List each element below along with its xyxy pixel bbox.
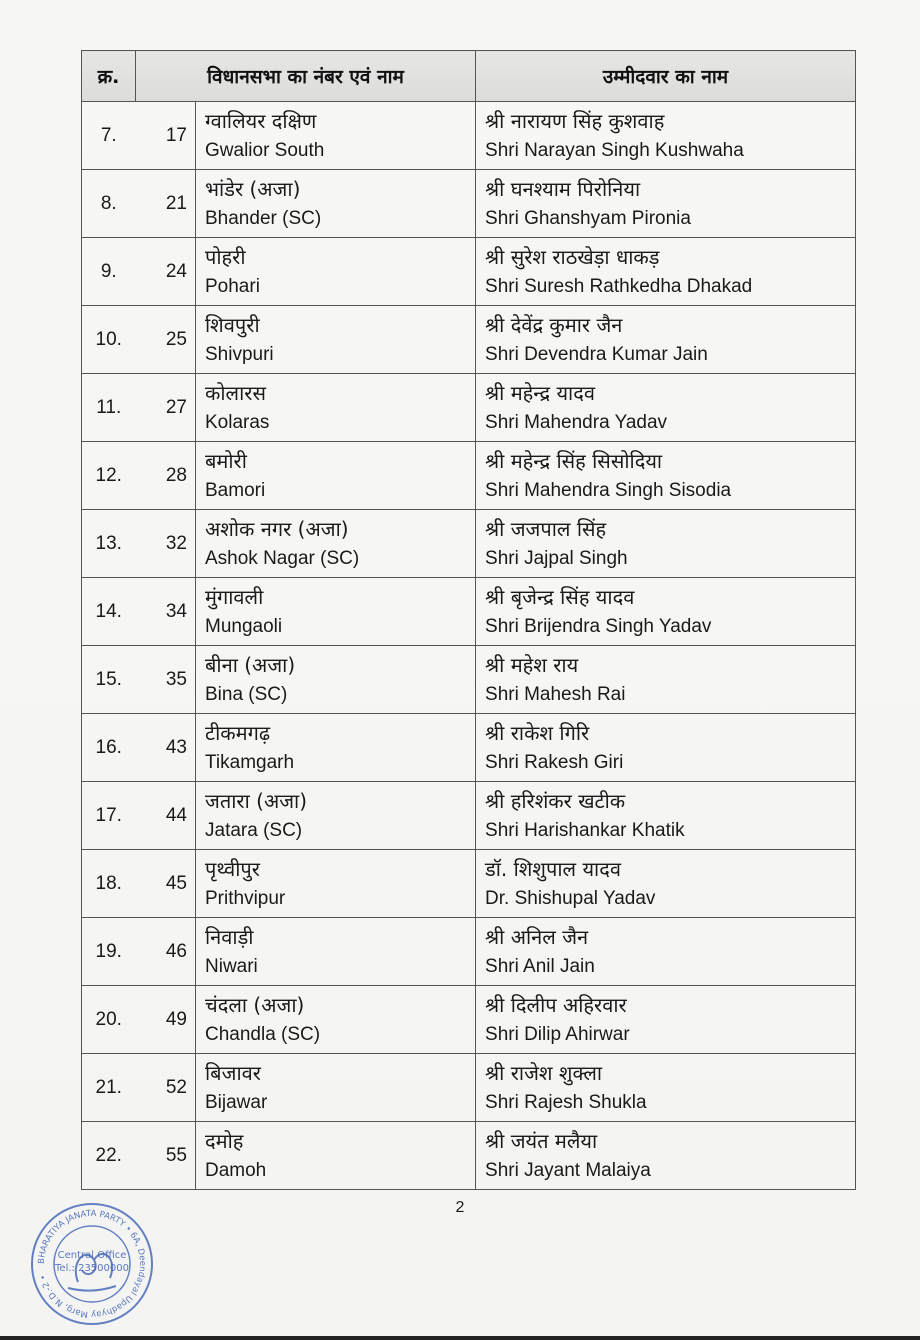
table-row — [82, 1122, 856, 1190]
party-seal-stamp — [28, 1200, 156, 1328]
constituency-name-english: Chandla (SC) — [205, 1023, 321, 1045]
constituency-name-cell — [196, 374, 476, 442]
serial-cell: 11. — [82, 374, 136, 442]
constituency-name-hindi: ग्वालियर दक्षिण — [205, 108, 317, 133]
constituency-name-english: Gwalior South — [205, 139, 325, 161]
serial-cell: 19. — [82, 918, 136, 986]
seal-swoosh-icon — [68, 1286, 116, 1291]
candidate-name-cell — [476, 918, 856, 986]
constituency-name-cell — [196, 850, 476, 918]
candidate-name-hindi: श्री देवेंद्र कुमार जैन — [485, 312, 623, 337]
table-row — [82, 374, 856, 442]
candidate-name-english: Dr. Shishupal Yadav — [485, 887, 656, 909]
constituency-number-cell: 44 — [136, 782, 196, 850]
constituency-number-cell: 25 — [136, 306, 196, 374]
header-constituency: विधानसभा का नंबर एवं नाम — [136, 51, 476, 102]
serial-cell: 14. — [82, 578, 136, 646]
constituency-name-english: Shivpuri — [205, 343, 274, 365]
constituency-number-cell: 24 — [136, 238, 196, 306]
constituency-name-cell — [196, 1122, 476, 1190]
constituency-number-cell: 34 — [136, 578, 196, 646]
constituency-name-english: Mungaoli — [205, 615, 283, 637]
constituency-name-hindi: मुंगावली — [205, 584, 264, 609]
constituency-name-hindi: बीना (अजा) — [205, 652, 296, 677]
seal-center-line1: Central Office — [57, 1250, 127, 1261]
candidate-name-hindi: श्री महेश राय — [485, 652, 579, 677]
constituency-name-cell — [196, 102, 476, 170]
candidate-name-hindi: श्री जयंत मलैया — [485, 1128, 598, 1153]
constituency-name-hindi: शिवपुरी — [205, 312, 260, 337]
constituency-name-english: Bhander (SC) — [205, 207, 322, 229]
candidate-name-cell — [476, 986, 856, 1054]
constituency-name-english: Tikamgarh — [205, 751, 295, 773]
constituency-name-english: Prithvipur — [205, 887, 286, 909]
constituency-name-cell — [196, 442, 476, 510]
constituency-name-hindi: बिजावर — [205, 1060, 261, 1085]
table-row — [82, 646, 856, 714]
serial-cell: 21. — [82, 1054, 136, 1122]
candidate-name-english: Shri Ghanshyam Pironia — [485, 207, 691, 229]
table-row — [82, 1054, 856, 1122]
table-row — [82, 986, 856, 1054]
constituency-name-hindi: चंदला (अजा) — [205, 992, 305, 1017]
constituency-name-english: Bina (SC) — [205, 683, 288, 705]
candidate-name-cell — [476, 646, 856, 714]
table-row — [82, 714, 856, 782]
constituency-name-cell — [196, 306, 476, 374]
table-row — [82, 306, 856, 374]
constituency-name-hindi: अशोक नगर (अजा) — [205, 516, 349, 541]
constituency-name-hindi: बमोरी — [205, 448, 247, 473]
candidate-name-cell — [476, 578, 856, 646]
candidate-name-english: Shri Rajesh Shukla — [485, 1091, 647, 1113]
constituency-name-cell — [196, 986, 476, 1054]
page-number: 2 — [455, 1199, 465, 1216]
candidate-name-hindi: श्री हरिशंकर खटीक — [485, 788, 626, 813]
candidate-name-hindi: श्री महेन्द्र सिंह सिसोदिया — [485, 448, 663, 473]
candidate-name-cell — [476, 170, 856, 238]
constituency-name-hindi: जतारा (अजा) — [205, 788, 308, 813]
candidate-name-hindi: श्री महेन्द्र यादव — [485, 380, 595, 405]
constituency-number-cell: 21 — [136, 170, 196, 238]
candidate-name-english: Shri Harishankar Khatik — [485, 819, 685, 841]
candidate-name-english: Shri Devendra Kumar Jain — [485, 343, 708, 365]
constituency-name-english: Bijawar — [205, 1091, 268, 1113]
serial-cell: 18. — [82, 850, 136, 918]
constituency-name-hindi: टीकमगढ़ — [205, 720, 271, 745]
candidate-name-english: Shri Narayan Singh Kushwaha — [485, 139, 744, 161]
seal-center-line2: Tel.: 23500000 — [55, 1263, 129, 1274]
constituency-number-cell: 43 — [136, 714, 196, 782]
table-header-row — [82, 51, 856, 102]
candidate-name-hindi: श्री सुरेश राठखेड़ा धाकड़ — [485, 244, 660, 269]
candidate-name-english: Shri Jayant Malaiya — [485, 1159, 651, 1181]
candidate-name-hindi: श्री बृजेन्द्र सिंह यादव — [485, 584, 635, 609]
serial-cell: 12. — [82, 442, 136, 510]
candidate-name-english: Shri Anil Jain — [485, 955, 595, 977]
candidate-name-cell — [476, 1054, 856, 1122]
candidate-name-english: Shri Mahesh Rai — [485, 683, 626, 705]
bottom-edge-line — [0, 1336, 920, 1340]
header-candidate: उम्मीदवार का नाम — [476, 51, 856, 102]
constituency-number-cell: 28 — [136, 442, 196, 510]
serial-cell: 20. — [82, 986, 136, 1054]
constituency-name-english: Damoh — [205, 1159, 267, 1181]
constituency-name-cell — [196, 646, 476, 714]
constituency-number-cell: 55 — [136, 1122, 196, 1190]
seal-ring-text: BHARATIYA JANATA PARTY • 6A, Deendayal Upadhyay Marg, N.D.-2 • — [36, 1208, 148, 1320]
candidate-name-hindi: श्री घनश्याम पिरोनिया — [485, 176, 641, 201]
candidate-name-english: Shri Rakesh Giri — [485, 751, 624, 773]
candidate-name-hindi: श्री नारायण सिंह कुशवाह — [485, 108, 665, 133]
candidate-name-cell — [476, 442, 856, 510]
constituency-number-cell: 45 — [136, 850, 196, 918]
candidate-name-hindi: श्री दिलीप अहिरवार — [485, 992, 627, 1017]
constituency-name-english: Kolaras — [205, 411, 270, 433]
candidate-name-cell — [476, 306, 856, 374]
table-row — [82, 510, 856, 578]
candidate-name-hindi: डॉ. शिशुपाल यादव — [485, 856, 621, 881]
candidate-name-cell — [476, 850, 856, 918]
table-row — [82, 918, 856, 986]
table-row — [82, 782, 856, 850]
constituency-name-cell — [196, 1054, 476, 1122]
serial-cell: 10. — [82, 306, 136, 374]
constituency-number-cell: 17 — [136, 102, 196, 170]
candidate-name-english: Shri Mahendra Singh Sisodia — [485, 479, 732, 501]
header-serial: क्र. — [82, 51, 136, 102]
constituency-name-hindi: निवाड़ी — [205, 924, 254, 949]
constituency-name-hindi: दमोह — [205, 1128, 244, 1153]
candidate-name-cell — [476, 102, 856, 170]
constituency-name-hindi: पोहरी — [205, 244, 246, 269]
candidate-name-cell — [476, 238, 856, 306]
table-row — [82, 102, 856, 170]
candidate-list-table — [81, 50, 856, 1190]
candidate-name-cell — [476, 782, 856, 850]
constituency-number-cell: 32 — [136, 510, 196, 578]
serial-cell: 15. — [82, 646, 136, 714]
candidate-name-cell — [476, 1122, 856, 1190]
table-row — [82, 442, 856, 510]
candidate-name-english: Shri Dilip Ahirwar — [485, 1023, 630, 1045]
constituency-name-cell — [196, 782, 476, 850]
serial-cell: 16. — [82, 714, 136, 782]
constituency-number-cell: 52 — [136, 1054, 196, 1122]
constituency-number-cell: 46 — [136, 918, 196, 986]
candidate-name-hindi: श्री अनिल जैन — [485, 924, 589, 949]
constituency-name-hindi: कोलारस — [205, 380, 266, 405]
constituency-name-english: Bamori — [205, 479, 266, 501]
table-row — [82, 578, 856, 646]
table-row — [82, 170, 856, 238]
constituency-name-cell — [196, 714, 476, 782]
constituency-number-cell: 49 — [136, 986, 196, 1054]
serial-cell: 7. — [82, 102, 136, 170]
constituency-name-hindi: पृथ्वीपुर — [205, 856, 260, 881]
candidate-name-cell — [476, 714, 856, 782]
serial-cell: 22. — [82, 1122, 136, 1190]
constituency-name-english: Ashok Nagar (SC) — [205, 547, 360, 569]
constituency-name-cell — [196, 238, 476, 306]
constituency-name-english: Niwari — [205, 955, 258, 977]
constituency-number-cell: 35 — [136, 646, 196, 714]
table-row — [82, 850, 856, 918]
constituency-name-english: Jatara (SC) — [205, 819, 303, 841]
constituency-name-hindi: भांडेर (अजा) — [205, 176, 301, 201]
candidate-name-cell — [476, 374, 856, 442]
constituency-name-cell — [196, 918, 476, 986]
constituency-name-cell — [196, 170, 476, 238]
constituency-name-english: Pohari — [205, 275, 260, 297]
candidate-name-english: Shri Jajpal Singh — [485, 547, 628, 569]
constituency-number-cell: 27 — [136, 374, 196, 442]
candidate-name-english: Shri Suresh Rathkedha Dhakad — [485, 275, 753, 297]
candidate-name-cell — [476, 510, 856, 578]
candidate-name-english: Shri Mahendra Yadav — [485, 411, 668, 433]
candidate-name-hindi: श्री राजेश शुक्ला — [485, 1060, 603, 1085]
candidate-name-english: Shri Brijendra Singh Yadav — [485, 615, 712, 637]
serial-cell: 9. — [82, 238, 136, 306]
constituency-name-cell — [196, 510, 476, 578]
serial-cell: 13. — [82, 510, 136, 578]
table-row — [82, 238, 856, 306]
constituency-name-cell — [196, 578, 476, 646]
serial-cell: 17. — [82, 782, 136, 850]
serial-cell: 8. — [82, 170, 136, 238]
candidate-name-hindi: श्री जजपाल सिंह — [485, 516, 607, 541]
table-body — [82, 102, 856, 1190]
candidate-name-hindi: श्री राकेश गिरि — [485, 720, 590, 745]
